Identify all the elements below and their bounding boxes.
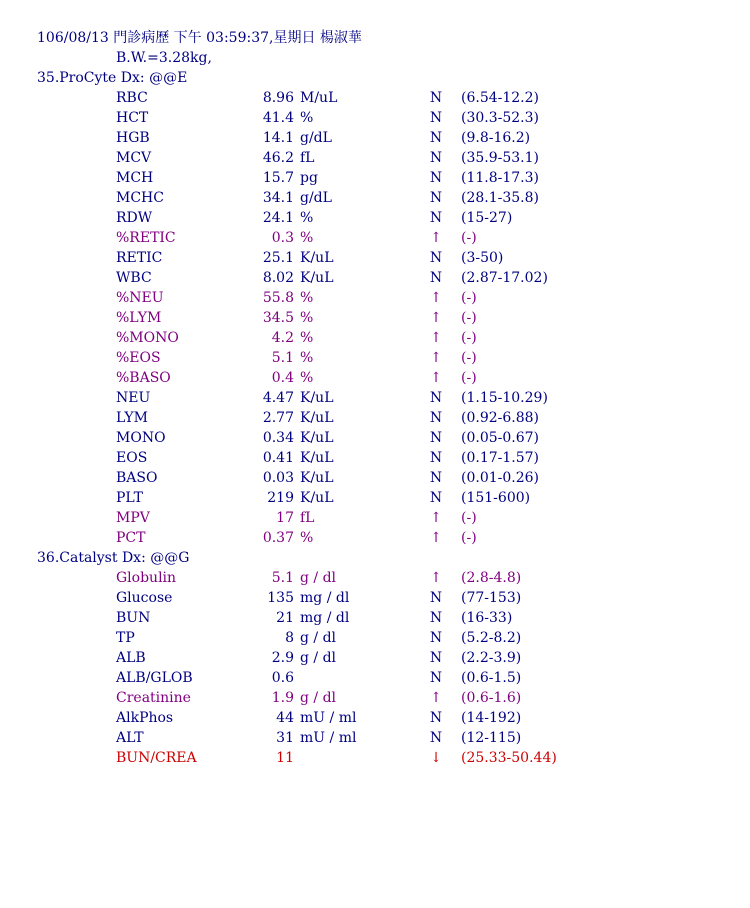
test-value: 41.4	[262, 110, 294, 126]
result-row	[0, 148, 750, 168]
result-row	[0, 268, 750, 288]
test-unit: fL	[300, 150, 315, 166]
reference-range: (3-50)	[461, 250, 504, 266]
test-unit: fL	[300, 510, 315, 526]
reference-range: (2.87-17.02)	[461, 270, 548, 286]
result-row	[0, 388, 750, 408]
test-flag: N	[429, 90, 443, 106]
test-unit: K/uL	[300, 410, 334, 426]
test-name: RDW	[116, 210, 153, 226]
reference-range: (28.1-35.8)	[461, 190, 539, 206]
test-unit: %	[300, 530, 314, 546]
reference-range: (77-153)	[461, 590, 522, 606]
test-name: %LYM	[116, 310, 162, 326]
result-row	[0, 688, 750, 708]
test-name: HCT	[116, 110, 149, 126]
test-flag: N	[429, 630, 443, 646]
result-row	[0, 608, 750, 628]
test-value: 0.6	[271, 670, 294, 686]
test-value: 0.41	[262, 450, 294, 466]
test-value: 55.8	[262, 290, 294, 306]
result-row	[0, 108, 750, 128]
test-unit: mg / dl	[300, 610, 350, 626]
test-unit: mU / ml	[300, 710, 357, 726]
test-flag: ↑	[430, 570, 442, 586]
test-value: 135	[267, 590, 294, 606]
result-row	[0, 648, 750, 668]
test-value: 34.1	[262, 190, 294, 206]
test-unit: g / dl	[300, 650, 337, 666]
test-name: HGB	[116, 130, 150, 146]
test-flag: N	[429, 670, 443, 686]
test-flag: ↑	[430, 350, 442, 366]
result-row	[0, 288, 750, 308]
test-value: 8.02	[262, 270, 294, 286]
test-name: ALB/GLOB	[116, 670, 193, 686]
test-flag: N	[429, 170, 443, 186]
reference-range: (14-192)	[461, 710, 522, 726]
test-value: 4.2	[271, 330, 294, 346]
test-flag: N	[429, 450, 443, 466]
reference-range: (16-33)	[461, 610, 513, 626]
test-flag: N	[429, 590, 443, 606]
test-flag: N	[429, 410, 443, 426]
test-unit: M/uL	[300, 90, 338, 106]
test-unit: %	[300, 370, 314, 386]
test-value: 0.03	[262, 470, 294, 486]
test-unit: pg	[300, 170, 318, 186]
test-flag: ↑	[430, 290, 442, 306]
test-unit: %	[300, 310, 314, 326]
test-flag: N	[429, 470, 443, 486]
test-name: BASO	[116, 470, 158, 486]
test-name: MCH	[116, 170, 154, 186]
reference-range: (0.01-0.26)	[461, 470, 539, 486]
test-name: %NEU	[116, 290, 164, 306]
result-row	[0, 708, 750, 728]
result-row	[0, 188, 750, 208]
result-row	[0, 328, 750, 348]
test-name: BUN	[116, 610, 151, 626]
reference-range: (0.6-1.6)	[461, 690, 522, 706]
test-flag: ↑	[430, 330, 442, 346]
test-flag: N	[429, 130, 443, 146]
test-value: 1.9	[271, 690, 294, 706]
test-name: ALT	[116, 730, 144, 746]
body-weight: B.W.=3.28kg,	[116, 50, 212, 66]
reference-range: (12-115)	[461, 730, 522, 746]
test-flag: ↑	[430, 510, 442, 526]
test-name: Globulin	[116, 570, 177, 586]
test-value: 14.1	[262, 130, 294, 146]
reference-range: (-)	[461, 510, 477, 526]
test-value: 0.34	[262, 430, 294, 446]
reference-range: (0.17-1.57)	[461, 450, 539, 466]
test-value: 24.1	[262, 210, 294, 226]
test-value: 0.4	[271, 370, 294, 386]
test-value: 2.77	[262, 410, 294, 426]
test-value: 17	[276, 510, 294, 526]
reference-range: (-)	[461, 370, 477, 386]
test-value: 0.37	[262, 530, 294, 546]
test-unit: g/dL	[300, 130, 332, 146]
reference-range: (9.8-16.2)	[461, 130, 531, 146]
test-unit: g / dl	[300, 690, 337, 706]
test-value: 46.2	[262, 150, 294, 166]
test-name: %EOS	[116, 350, 161, 366]
reference-range: (30.3-52.3)	[461, 110, 539, 126]
reference-range: (-)	[461, 530, 477, 546]
test-flag: N	[429, 110, 443, 126]
reference-range: (6.54-12.2)	[461, 90, 539, 106]
test-unit: K/uL	[300, 490, 334, 506]
test-unit: K/uL	[300, 430, 334, 446]
result-row	[0, 668, 750, 688]
test-value: 31	[276, 730, 294, 746]
reference-range: (2.2-3.9)	[461, 650, 522, 666]
test-name: PLT	[116, 490, 143, 506]
test-unit: g/dL	[300, 190, 332, 206]
result-row	[0, 228, 750, 248]
test-name: RETIC	[116, 250, 163, 266]
result-row	[0, 408, 750, 428]
test-flag: N	[429, 650, 443, 666]
test-name: BUN/CREA	[116, 750, 197, 766]
test-flag: N	[429, 390, 443, 406]
test-value: 5.1	[271, 570, 294, 586]
test-value: 2.9	[271, 650, 294, 666]
test-unit: %	[300, 330, 314, 346]
test-name: PCT	[116, 530, 146, 546]
result-row	[0, 628, 750, 648]
reference-range: (-)	[461, 350, 477, 366]
section-title: 36.Catalyst Dx: @@G	[37, 550, 190, 566]
result-row	[0, 568, 750, 588]
test-name: EOS	[116, 450, 148, 466]
test-unit: K/uL	[300, 470, 334, 486]
reference-range: (-)	[461, 290, 477, 306]
result-row	[0, 508, 750, 528]
test-name: MPV	[116, 510, 150, 526]
reference-range: (35.9-53.1)	[461, 150, 539, 166]
test-name: LYM	[116, 410, 148, 426]
visit-header: 106/08/13 門診病歷 下午 03:59:37,星期日 楊淑華	[37, 30, 362, 46]
test-value: 44	[276, 710, 294, 726]
test-unit: %	[300, 230, 314, 246]
reference-range: (1.15-10.29)	[461, 390, 548, 406]
test-name: WBC	[116, 270, 152, 286]
test-value: 219	[267, 490, 294, 506]
result-row	[0, 308, 750, 328]
reference-range: (2.8-4.8)	[461, 570, 522, 586]
test-name: %MONO	[116, 330, 179, 346]
test-flag: N	[429, 710, 443, 726]
test-unit: K/uL	[300, 250, 334, 266]
test-unit: %	[300, 210, 314, 226]
test-flag: N	[429, 270, 443, 286]
test-unit: K/uL	[300, 390, 334, 406]
test-flag: N	[429, 250, 443, 266]
test-name: %BASO	[116, 370, 171, 386]
result-row	[0, 128, 750, 148]
test-value: 11	[276, 750, 294, 766]
result-row	[0, 468, 750, 488]
test-unit: mg / dl	[300, 590, 350, 606]
result-row	[0, 428, 750, 448]
test-value: 21	[276, 610, 294, 626]
test-flag: N	[429, 730, 443, 746]
test-flag: N	[429, 210, 443, 226]
reference-range: (-)	[461, 330, 477, 346]
test-flag: N	[429, 190, 443, 206]
test-name: MONO	[116, 430, 166, 446]
result-row	[0, 88, 750, 108]
reference-range: (25.33-50.44)	[461, 750, 557, 766]
test-unit: g / dl	[300, 570, 337, 586]
test-name: MCHC	[116, 190, 164, 206]
result-row	[0, 348, 750, 368]
test-name: %RETIC	[116, 230, 176, 246]
test-value: 8	[285, 630, 294, 646]
result-row	[0, 448, 750, 468]
test-flag: N	[429, 490, 443, 506]
test-name: Glucose	[116, 590, 173, 606]
test-unit: %	[300, 350, 314, 366]
test-unit: g / dl	[300, 630, 337, 646]
test-value: 34.5	[262, 310, 294, 326]
test-flag: ↑	[430, 530, 442, 546]
result-row	[0, 168, 750, 188]
test-name: MCV	[116, 150, 152, 166]
test-unit: %	[300, 110, 314, 126]
test-name: ALB	[116, 650, 146, 666]
test-unit: K/uL	[300, 270, 334, 286]
reference-range: (5.2-8.2)	[461, 630, 522, 646]
test-value: 8.96	[262, 90, 294, 106]
test-name: RBC	[116, 90, 148, 106]
test-name: NEU	[116, 390, 151, 406]
result-row	[0, 588, 750, 608]
result-row	[0, 528, 750, 548]
test-flag: ↑	[430, 370, 442, 386]
reference-range: (-)	[461, 230, 477, 246]
reference-range: (11.8-17.3)	[461, 170, 539, 186]
test-value: 15.7	[262, 170, 294, 186]
test-name: Creatinine	[116, 690, 191, 706]
test-name: AlkPhos	[116, 710, 174, 726]
section-title: 35.ProCyte Dx: @@E	[37, 70, 188, 86]
test-flag: N	[429, 150, 443, 166]
test-flag: ↓	[430, 750, 442, 766]
result-row	[0, 728, 750, 748]
test-flag: ↑	[430, 230, 442, 246]
test-flag: ↑	[430, 690, 442, 706]
result-row	[0, 248, 750, 268]
result-row	[0, 208, 750, 228]
reference-range: (0.6-1.5)	[461, 670, 522, 686]
test-flag: N	[429, 610, 443, 626]
test-unit: mU / ml	[300, 730, 357, 746]
test-unit: %	[300, 290, 314, 306]
reference-range: (0.05-0.67)	[461, 430, 539, 446]
test-value: 0.3	[271, 230, 294, 246]
test-value: 25.1	[262, 250, 294, 266]
test-value: 5.1	[271, 350, 294, 366]
test-flag: N	[429, 430, 443, 446]
result-row	[0, 368, 750, 388]
reference-range: (151-600)	[461, 490, 531, 506]
test-unit: K/uL	[300, 450, 334, 466]
reference-range: (-)	[461, 310, 477, 326]
reference-range: (0.92-6.88)	[461, 410, 539, 426]
result-row	[0, 488, 750, 508]
test-name: TP	[116, 630, 135, 646]
result-row	[0, 748, 750, 768]
reference-range: (15-27)	[461, 210, 513, 226]
test-flag: ↑	[430, 310, 442, 326]
test-value: 4.47	[262, 390, 294, 406]
